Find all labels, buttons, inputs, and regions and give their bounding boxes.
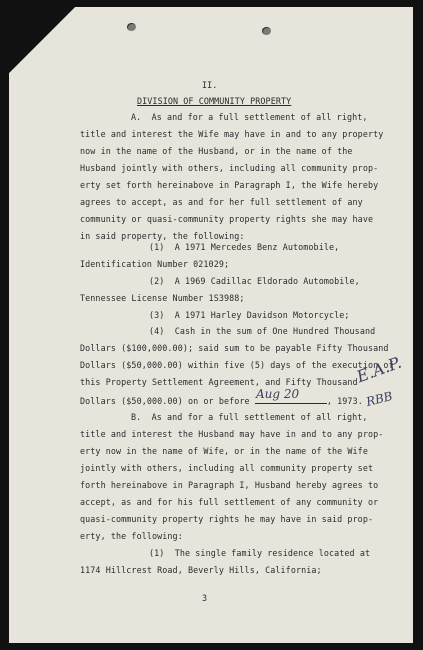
text-line: erty set forth hereinabove in Paragraph I, the Wife hereby (80, 180, 379, 190)
list-item: (1) A 1971 Mercedes Benz Automobile, (149, 242, 340, 252)
text-line: Identification Number 021029; (80, 259, 230, 269)
section-number: II. (202, 80, 218, 90)
list-item: (4) Cash in the sum of One Hundred Thousand (149, 326, 376, 336)
text-line: jointly with others, including all community property set (80, 463, 374, 473)
punch-hole-left (127, 23, 136, 31)
initials-signature: E.A.P. (354, 352, 404, 387)
list-item: (2) A 1969 Cadillac Eldorado Automobile, (149, 276, 360, 286)
text-line-with-date (80, 394, 363, 406)
folded-corner (9, 7, 75, 73)
text-line: 1174 Hillcrest Road, Beverly Hills, California; (80, 565, 322, 575)
text-before-date: Dollars ($50,000.00) on or before (80, 396, 250, 406)
punch-hole-right (262, 27, 271, 35)
text-line: forth hereinabove in Paragraph I, Husband hereby agrees to (80, 480, 379, 490)
text-line: A. As and for a full settlement of all right, (131, 112, 368, 122)
text-after-date: , 1973. (326, 396, 363, 406)
page-number: 3 (202, 593, 208, 603)
text-line: this Property Settlement Agreement, and Fifty Thousand (80, 377, 358, 387)
text-line: in said property, the following: (80, 231, 245, 241)
section-title: DIVISION OF COMMUNITY PROPERTY (137, 96, 292, 106)
text-line: title and interest the Husband may have in and to any prop- (80, 429, 384, 439)
text-line: now in the name of the Husband, or in the name of the (80, 146, 353, 156)
text-line: quasi-community property rights he may have in said prop- (80, 514, 374, 524)
text-line: B. As and for a full settlement of all right, (131, 412, 368, 422)
text-line: title and interest the Wife may have in and to any property (80, 129, 384, 139)
text-line: Dollars ($50,000.00) within five (5) days of the execution of (80, 360, 394, 370)
text-line: Tennessee License Number 1S3988; (80, 293, 245, 303)
initials-signature: RBB (364, 388, 394, 410)
text-line: accept, as and for his full settlement of any community or (80, 497, 379, 507)
list-item: (1) The single family residence located at (149, 548, 371, 558)
text-line: erty now in the name of Wife, or in the name of the Wife (80, 446, 368, 456)
handwritten-date: Aug 20 (256, 387, 300, 401)
text-line: Husband jointly with others, including all community prop- (80, 163, 379, 173)
text-line: erty, the following: (80, 531, 183, 541)
text-line: agrees to accept, as and for her full settlement of any (80, 197, 363, 207)
text-line: community or quasi-community property rights she may have (80, 214, 374, 224)
text-line: Dollars ($100,000.00); said sum to be payable Fifty Thousand (80, 343, 389, 353)
list-item: (3) A 1971 Harley Davidson Motorcycle; (149, 310, 350, 320)
